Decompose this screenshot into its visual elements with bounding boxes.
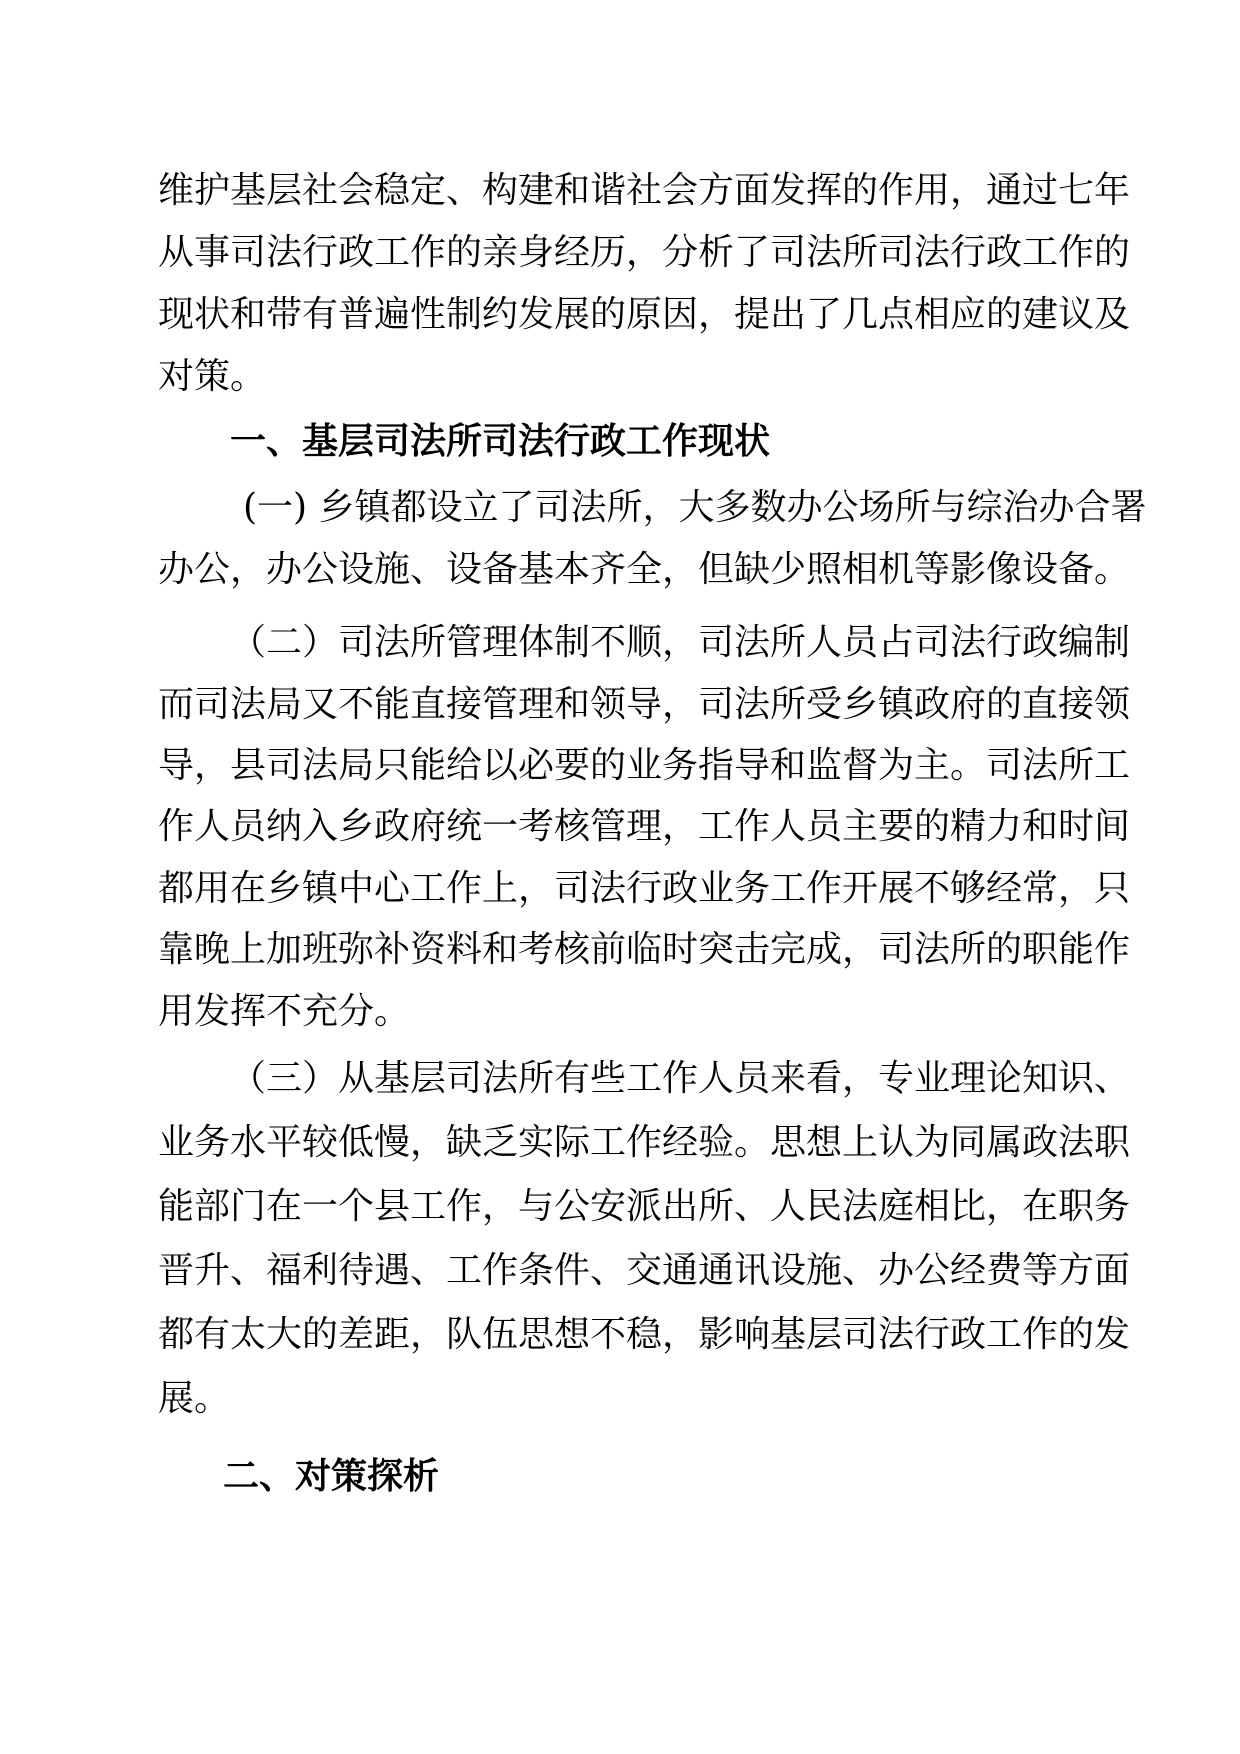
item-2-line-6: 靠晚上加班弥补资料和考核前临时突击完成，司法所的职能作 <box>158 929 1131 970</box>
item-2-line-1: （二）司法所管理体制不顺，司法所人员占司法行政编制 <box>230 622 1131 663</box>
item-2-line-2: 而司法局又不能直接管理和领导，司法所受乡镇政府的直接领 <box>158 684 1131 725</box>
item-2-line-3: 导，县司法局只能给以必要的业务指导和监督为主。司法所工 <box>158 745 1131 786</box>
item-3-line-5: 都有太大的差距，队伍思想不稳，影响基层司法行政工作的发 <box>158 1314 1131 1355</box>
item-2-line-5: 都用在乡镇中心工作上，司法行政业务工作开展不够经常，只 <box>158 868 1131 909</box>
item-3-line-1: （三）从基层司法所有些工作人员来看，专业理论知识、 <box>230 1058 1131 1099</box>
intro-line-4: 对策。 <box>158 356 267 397</box>
intro-line-2: 从事司法行政工作的亲身经历，分析了司法所司法行政工作的 <box>158 232 1131 273</box>
item-3-line-3: 能部门在一个县工作，与公安派出所、人民法庭相比，在职务 <box>158 1186 1131 1227</box>
intro-line-3: 现状和带有普遍性制约发展的原因，提出了几点相应的建议及 <box>158 294 1131 335</box>
item-1-line-1: (一) 乡镇都设立了司法所，大多数办公场所与综治办合署 <box>243 487 1147 528</box>
item-1-line-2: 办公，办公设施、设备基本齐全，但缺少照相机等影像设备。 <box>158 549 1131 590</box>
intro-line-1: 维护基层社会稳定、构建和谐社会方面发挥的作用，通过七年 <box>158 170 1131 211</box>
section-1-heading: 一、基层司法所司法行政工作现状 <box>230 421 771 462</box>
item-2-line-7: 用发挥不充分。 <box>158 991 411 1032</box>
item-3-line-2: 业务水平较低慢，缺乏实际工作经验。思想上认为同属政法职 <box>158 1122 1131 1163</box>
item-3-line-4: 晋升、福利待遇、工作条件、交通通讯设施、办公经费等方面 <box>158 1250 1131 1291</box>
item-2-line-4: 作人员纳入乡政府统一考核管理，工作人员主要的精力和时间 <box>158 806 1131 847</box>
item-3-line-6: 展。 <box>158 1378 231 1419</box>
section-2-heading: 二、对策探析 <box>223 1456 440 1497</box>
